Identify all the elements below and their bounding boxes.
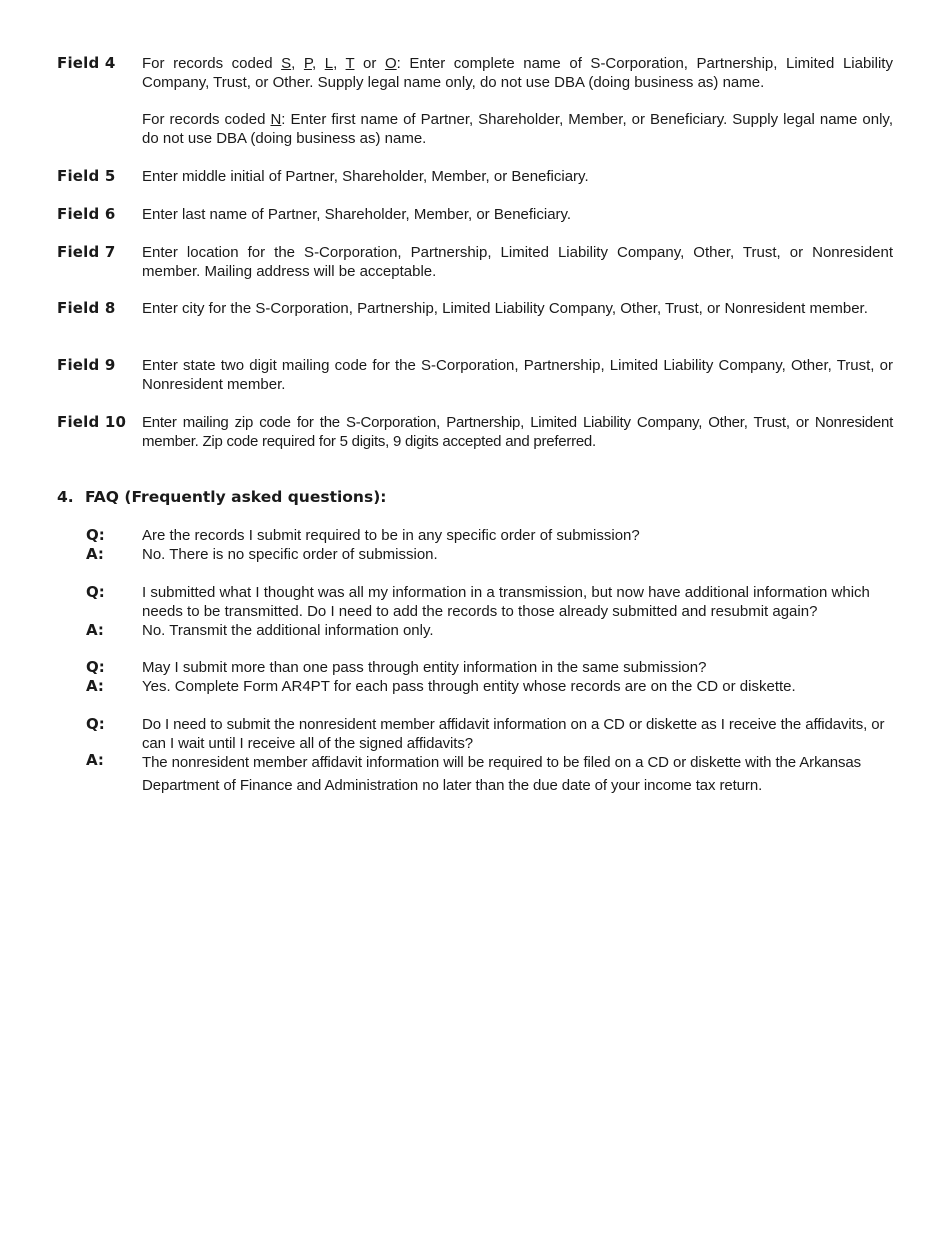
question-label: Q: xyxy=(86,583,105,601)
faq-answer xyxy=(86,751,896,797)
field-9-text: Enter state two digit mailing code for the S-Corporation, Partnership, Limited Liability Company, Other, Trust, or Nonresident member. xyxy=(142,357,893,393)
faq-question xyxy=(86,526,896,545)
field-4-label: Field 4 xyxy=(57,54,116,72)
field-4-text xyxy=(142,54,893,92)
question-label: Q: xyxy=(86,526,105,544)
faq-section-number: 4. xyxy=(57,488,74,506)
field-7-label: Field 7 xyxy=(57,243,116,261)
question-text: May I submit more than one pass through entity information in the same submission? xyxy=(142,659,707,676)
code-t: T xyxy=(345,55,355,72)
field-4-n-text xyxy=(142,110,893,148)
question-label: Q: xyxy=(86,658,105,676)
question-text: Do I need to submit the nonresident member affidavit information on a CD or diskette as I receive the affidavits, or can I wait until I receive all of the signed affidavits? xyxy=(142,716,885,752)
field-9-label: Field 9 xyxy=(57,356,116,374)
question-label: Q: xyxy=(86,715,105,733)
faq-answer xyxy=(86,621,896,640)
field-8-entry xyxy=(57,299,893,318)
field-5-text: Enter middle initial of Partner, Shareholder, Member, or Beneficiary. xyxy=(142,168,589,185)
faq-answer xyxy=(86,677,896,696)
field-4-description: : Enter complete name of S-Corporation, Partnership, Limited Liability Company, Trust, or Other. Supply legal name only, do not use DBA (doing business as) name. xyxy=(142,55,893,91)
code-s: S xyxy=(281,55,292,72)
question-text: I submitted what I thought was all my information in a transmission, but now have additional information which needs to be transmitted. Do I need to add the records to those already submitted and resubmit again? xyxy=(142,584,870,620)
code-separator: , xyxy=(311,55,325,72)
answer-text: The nonresident member affidavit information will be required to be filed on a CD or diskette with the Arkansas Department of Finance and Administration no later than the due date of your income tax return. xyxy=(142,754,862,794)
field-6-label: Field 6 xyxy=(57,205,116,223)
field-10-text: Enter mailing zip code for the S-Corporation, Partnership, Limited Liability Company, Other, Trust, or Nonresident member. Zip code required for 5 digits, 9 digits accepted and preferred. xyxy=(142,414,893,450)
field-4-entry-n xyxy=(57,110,893,148)
field-5-entry xyxy=(57,167,893,186)
field-4-prefix: For records coded xyxy=(142,55,282,72)
field-4-entry xyxy=(57,54,893,92)
faq-question xyxy=(86,583,896,621)
code-o: O xyxy=(384,55,397,72)
answer-label: A: xyxy=(86,677,104,695)
code-n: N xyxy=(270,111,282,128)
field-6-entry xyxy=(57,205,893,224)
field-5-label: Field 5 xyxy=(57,167,116,185)
code-separator: , xyxy=(333,55,346,72)
faq-answer xyxy=(86,545,896,564)
field-6-text: Enter last name of Partner, Shareholder, Member, or Beneficiary. xyxy=(142,206,572,223)
faq-question xyxy=(86,715,896,753)
field-8-label: Field 8 xyxy=(57,299,116,317)
answer-text: No. There is no specific order of submission. xyxy=(142,546,438,563)
field-8-text: Enter city for the S-Corporation, Partnership, Limited Liability Company, Other, Trust, or Nonresident member. xyxy=(142,300,868,317)
faq-title: FAQ (Frequently asked questions): xyxy=(85,488,387,506)
code-or: or xyxy=(354,55,385,72)
field-10-label: Field 10 xyxy=(57,413,127,431)
code-p: P xyxy=(303,55,312,72)
field-9-entry xyxy=(57,356,893,394)
field-7-text: Enter location for the S-Corporation, Partnership, Limited Liability Company, Other, Trust, or Nonresident member. Mailing address will be acceptable. xyxy=(142,244,893,280)
answer-text: No. Transmit the additional information only. xyxy=(142,622,434,639)
question-text: Are the records I submit required to be in any specific order of submission? xyxy=(142,527,640,544)
field-4-n-prefix: For records coded xyxy=(142,111,271,128)
code-l: L xyxy=(324,55,334,72)
answer-label: A: xyxy=(86,751,104,769)
faq-question xyxy=(86,658,896,677)
answer-text: Yes. Complete Form AR4PT for each pass through entity whose records are on the CD or diskette. xyxy=(142,678,796,695)
code-separator: , xyxy=(291,55,304,72)
field-7-entry xyxy=(57,243,893,281)
faq-heading xyxy=(57,488,386,506)
answer-label: A: xyxy=(86,545,104,563)
field-4-n-description: : Enter first name of Partner, Shareholder, Member, or Beneficiary. Supply legal name only, do not use DBA (doing business as) name. xyxy=(142,111,893,147)
answer-label: A: xyxy=(86,621,104,639)
field-10-entry xyxy=(57,413,893,451)
